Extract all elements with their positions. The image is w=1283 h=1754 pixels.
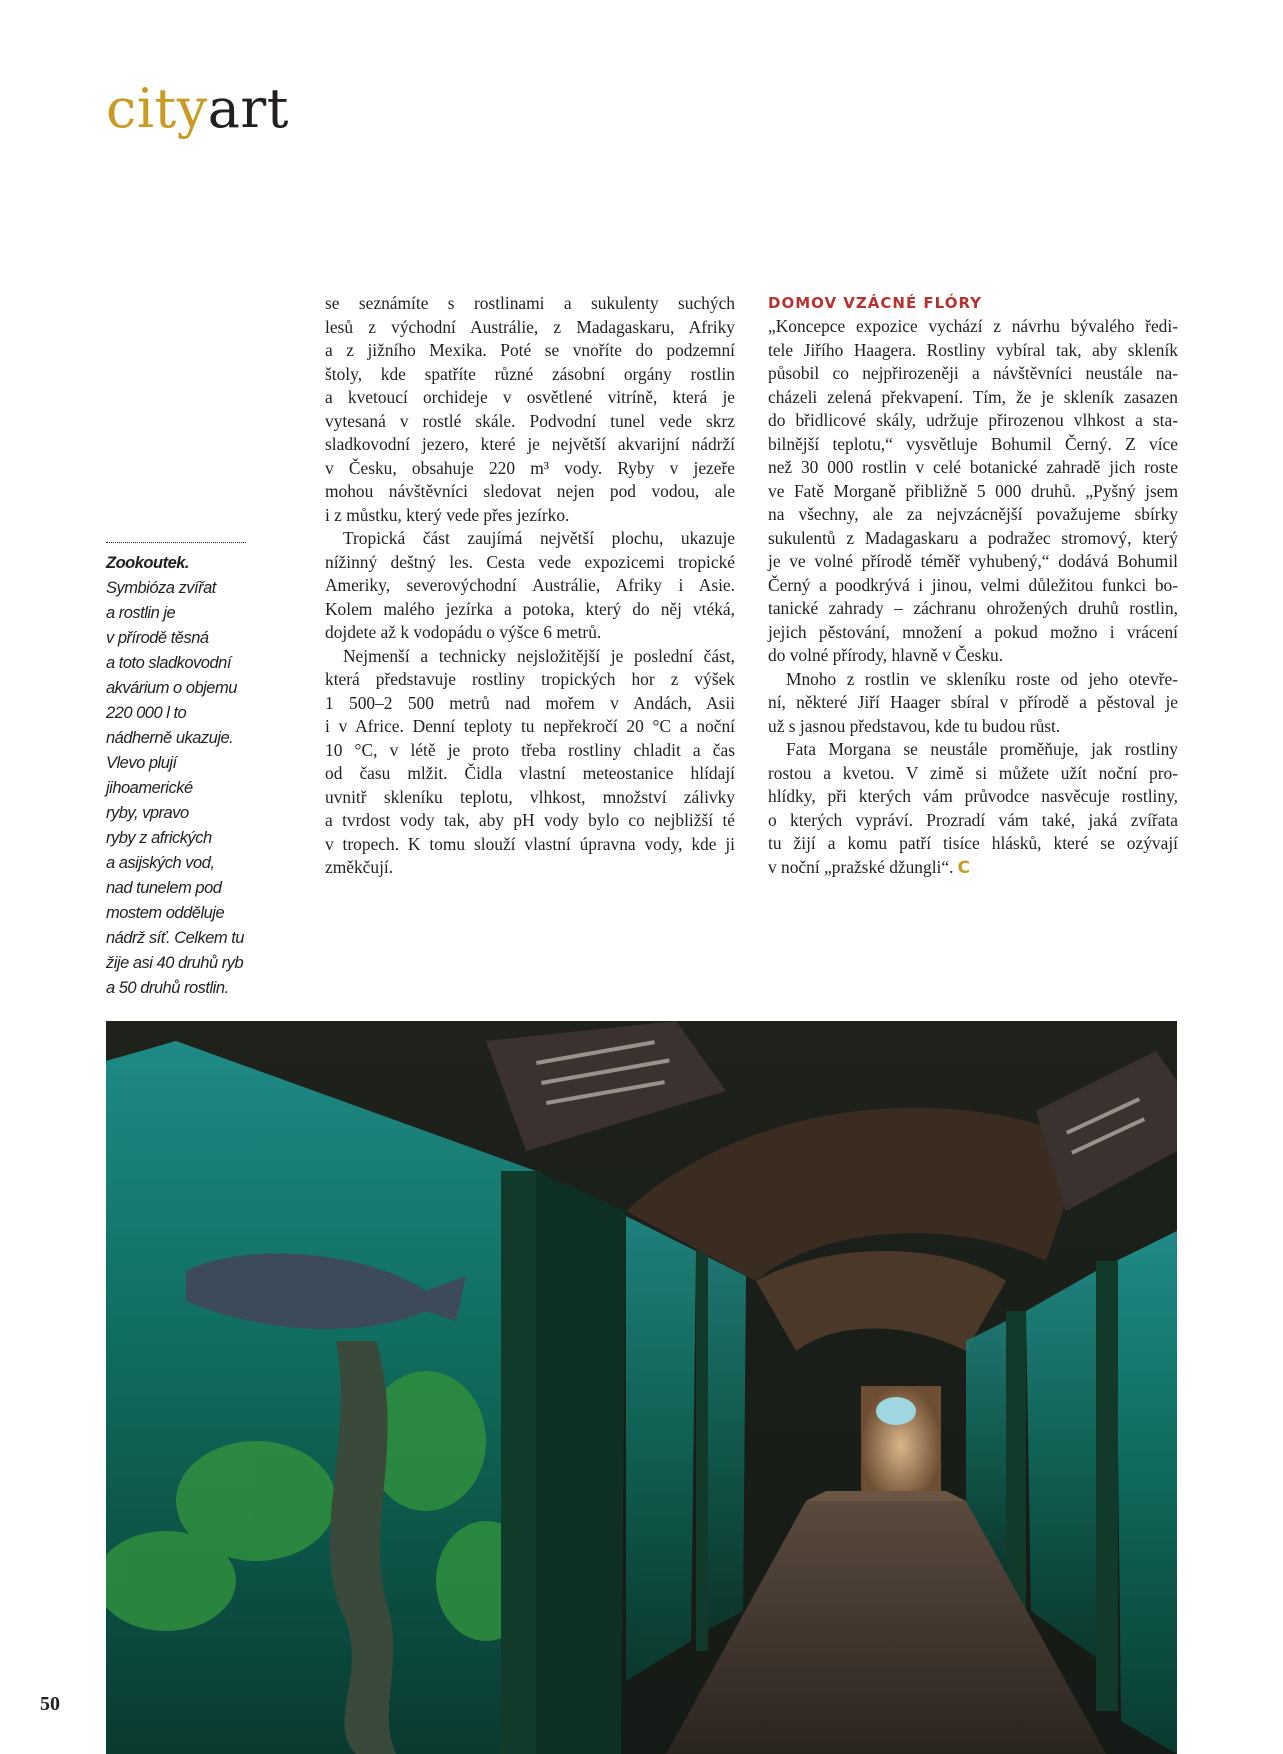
paragraph-2-1 (768, 315, 1178, 668)
text-line: nížinný deštný les. Cesta vede expozicemi tropické (325, 551, 735, 572)
caption-title: Zookoutek. (106, 554, 190, 572)
text-line: Fata Morgana se neustále proměňuje, jak rostliny (786, 739, 1178, 759)
text-line: i z můstku, který vede přes jezírko. (325, 504, 570, 525)
text-line: jejich pěstování, množení a pokud možno i vrácení (768, 621, 1178, 642)
paragraph-1-3 (325, 645, 735, 880)
caption-line: jihoamerické (106, 779, 193, 797)
caption-line: akvárium o objemu (106, 679, 237, 697)
caption-line: a rostlin je (106, 604, 176, 622)
text-line: tu žijí a komu patří tisíce hlásků, které se ozývají (768, 833, 1178, 853)
text-line: a tvrdost vody tak, aby pH vody bylo co nejbližší té (325, 810, 735, 830)
text-line: bilnější teplotu,“ vysvětluje Bohumil Černý. Z více (768, 433, 1178, 454)
text-line: dojdete až k vodopádu o výšce 6 metrů. (325, 622, 602, 642)
text-line: v Česku, obsahuje 220 m³ vody. Ryby v jezeře (325, 457, 735, 478)
text-line: změkčují. (325, 857, 394, 877)
logo-art: art (207, 77, 289, 140)
aquarium-tunnel-photo (106, 1021, 1177, 1754)
text-line: a kvetoucí orchideje v osvětlené vitríně, která je (325, 387, 735, 407)
text-line: 1 500–2 500 metrů nad mořem v Andách, Asii (325, 692, 735, 713)
text-line: Ameriky, severovýchodní Austrálie, Afriky i Asie. (325, 575, 735, 595)
text-line: už s jasnou představou, kde tu budou růst. (768, 715, 1061, 736)
text-line: Nejmenší a technicky nejsložitější je poslední část, (343, 645, 735, 666)
caption-line: Vlevo plují (106, 754, 177, 772)
caption-line: v přírodě těsná (106, 629, 209, 647)
caption-line: mostem odděluje (106, 904, 225, 922)
text-line: 10 °C, v létě je proto třeba rostliny chladit a čas (325, 739, 735, 760)
text-line: štoly, kde spatříte různé zásobní orgány rostlin (325, 363, 735, 384)
text-line: sladkovodní jezero, které je největší akvarijní nádrží (325, 434, 735, 454)
caption-line: 220 000 l to (106, 704, 187, 722)
caption-line: žije asi 40 druhů ryb (106, 954, 244, 972)
text-line: sukulentů z Madagaskaru a podražec stromový, který (768, 527, 1178, 548)
text-line: Mnoho z rostlin ve skleníku roste od jeho otevře- (786, 668, 1178, 689)
paragraph-2-3 (768, 738, 1178, 880)
text-line: Kolem malého jezírka a potoka, který do něj vtéká, (325, 598, 735, 619)
text-line: je ve volné přírodě téměř vyhubený,“ dodává Bohumil (768, 551, 1178, 571)
text-line: lesů z východní Austrálie, z Madagaskaru, Afriky (325, 316, 735, 337)
text-line: do břidlicové skály, udržuje přirozenou vlhkost a sta- (768, 410, 1178, 430)
text-line: v noční „pražské džungli“. C (768, 856, 1178, 881)
text-line: cházeli zelená překvapení. Tím, že je skleník zasazen (768, 386, 1178, 407)
caption-line: nádherně ukazuje. (106, 729, 234, 747)
caption-line: Symbióza zvířat (106, 579, 216, 597)
caption-text (106, 579, 244, 997)
text-line: ve Fatě Morganě přibližně 5 000 druhů. „Pyšný jsem (768, 480, 1178, 501)
paragraph-2-2 (768, 668, 1178, 739)
text-line: do volné přírody, hlavně v Česku. (768, 645, 1004, 665)
article-column-2 (768, 292, 1178, 880)
text-line: Černý a poodkrývá i jinou, velmi důležitou funkci bo- (768, 574, 1178, 595)
caption-divider (106, 542, 246, 543)
text-line: se seznámíte s rostlinami a sukulenty suchých (325, 293, 735, 313)
text-line: Tropická část zaujímá největší plochu, ukazuje (343, 528, 735, 548)
section-heading: DOMOV VZÁCNÉ FLÓRY (768, 294, 983, 312)
text-line: která představuje rostliny tropických hor z výšek (325, 669, 735, 689)
text-line: a z jižního Mexika. Poté se vnoříte do podzemní (325, 340, 735, 360)
paragraph-1-2 (325, 527, 735, 645)
caption-line: a asijských vod, (106, 854, 215, 872)
text-line: než 30 000 rostlin v celé botanické zahradě jich roste (768, 457, 1178, 477)
caption-line: nad tunelem pod (106, 879, 222, 897)
article-column-1 (325, 292, 735, 880)
magazine-logo (106, 77, 289, 140)
text-line: působil co nejpřirozeněji a návštěvníci neustále na- (768, 363, 1178, 383)
text-line: rostou a kvetou. V zimě si můžete užít noční pro- (768, 762, 1178, 783)
caption-line: a toto sladkovodní (106, 654, 231, 672)
paragraph-1-1 (325, 292, 735, 527)
text-line: ní, některé Jiří Haager sbíral v přírodě a pěstoval je (768, 692, 1178, 712)
text-line: v tropech. K tomu slouží vlastní úpravna vody, kde ji (325, 833, 735, 854)
text-line: od času mlžit. Čidla vlastní meteostanice hlídají (325, 763, 735, 783)
text-line: i v Africe. Denní teploty tu nepřekročí 20 °C a noční (325, 716, 735, 736)
text-line: mohou návštěvníci sledovat nejen pod vodou, ale (325, 481, 735, 501)
page-number: 50 (40, 1693, 60, 1715)
text-line: na všechny, ale za nejvzácnější považujeme sbírky (768, 504, 1178, 524)
logo-city: city (106, 77, 208, 140)
caption-line: ryby, vpravo (106, 804, 189, 822)
text-line: tanické zahrady – záchranu ohrožených druhů rostlin, (768, 598, 1178, 618)
article-end-icon: C (957, 857, 970, 878)
photo-caption (106, 551, 246, 1001)
caption-line: nádrž síť. Celkem tu (106, 929, 244, 947)
text-line: „Koncepce expozice vychází z návrhu bývalého ředi- (768, 316, 1178, 336)
text-line: uvnitř skleníku teplotu, vlhkost, množství zálivky (325, 786, 735, 807)
text-line: o kterých vypráví. Prozradí vám také, jaká zvířata (768, 809, 1178, 830)
text-line: hlídky, při kterých vám průvodce nasvěcuje rostliny, (768, 786, 1178, 806)
caption-line: ryby z afrických (106, 829, 212, 847)
text-line: tele Jiřího Haagera. Rostliny vybíral tak, aby skleník (768, 339, 1178, 360)
photo-caption-sidebar (106, 542, 246, 1001)
caption-line: a 50 druhů rostlin. (106, 979, 229, 997)
text-line: vytesaná v rostlé skále. Podvodní tunel vede skrz (325, 410, 735, 431)
